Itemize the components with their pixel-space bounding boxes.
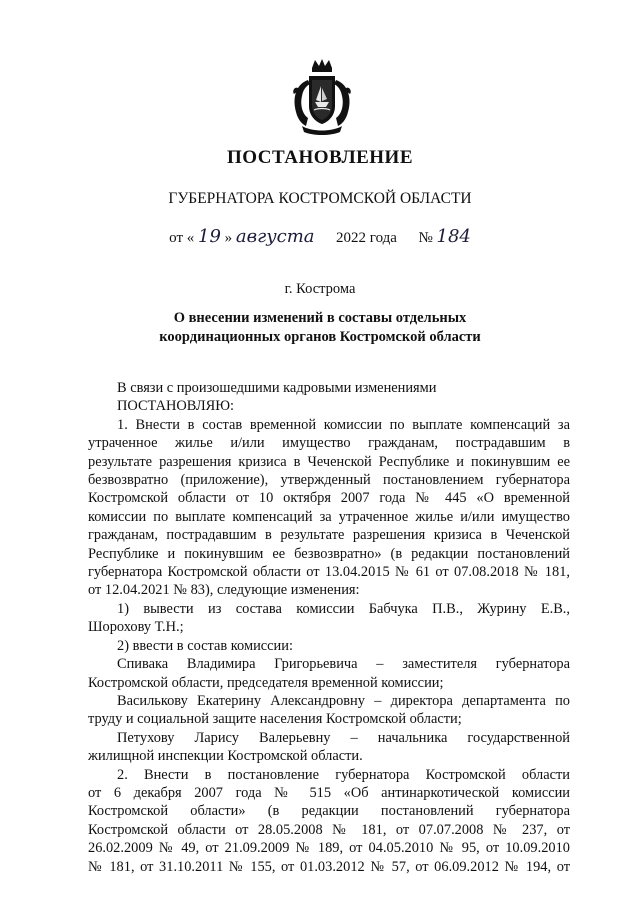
date-prefix: от « bbox=[169, 230, 195, 246]
paragraph-1-line: утраченное жилье и/или имущество гражданам, пострадавшим в bbox=[88, 435, 570, 452]
subitem-1-line: 1) вывести из состава комиссии Бабчука П.В., Журину Е.В., bbox=[117, 600, 570, 617]
date-mid: » bbox=[224, 230, 233, 246]
paragraph-1-line: от 12.04.2021 № 83), следующие изменения: bbox=[88, 582, 360, 599]
paragraph-2-line: Костромской области от 28.05.2008 № 181, от 07.07.2008 № 237, от bbox=[88, 821, 570, 838]
member-1-line: Костромской области, председателя временной комиссии; bbox=[88, 674, 444, 691]
date-year: 2022 года bbox=[336, 230, 397, 246]
handwritten-month: августа bbox=[235, 226, 315, 247]
paragraph-2-line: № 181, от 31.10.2011 № 155, от 01.03.2012 № 57, от 06.09.2012 № 194, от bbox=[88, 858, 570, 875]
date-line bbox=[0, 226, 640, 247]
intro-line: В связи с произошедшими кадровыми изменениями bbox=[117, 380, 437, 396]
member-2-line: труду и социальной защите населения Костромской области; bbox=[88, 711, 462, 728]
paragraph-1-line: комиссии по выплате компенсаций за утраченное жилье и/или имущество bbox=[88, 508, 570, 525]
paragraph-1-line: 1. Внести в состав временной комиссии по выплате компенсаций за bbox=[117, 416, 570, 433]
paragraph-1-line: Костромской области от 10 октября 2007 года № 445 «О временной bbox=[88, 490, 570, 507]
kostroma-coat-of-arms-icon bbox=[288, 58, 356, 138]
paragraph-2-line: от 6 декабря 2007 года № 515 «Об антинаркотической комиссии bbox=[88, 784, 570, 801]
paragraph-1-line: безвозвратно (приложение), утвержденный постановлением губернатора bbox=[88, 472, 570, 489]
member-3-line: жилищной инспекции Костромской области. bbox=[88, 748, 363, 765]
paragraph-1-line: губернатора Костромской области от 13.04.2015 № 61 от 07.08.2018 № 181, bbox=[88, 564, 570, 581]
subitem-1-line: Шорохову Т.Н.; bbox=[88, 619, 184, 636]
number-sign: № bbox=[418, 230, 433, 246]
paragraph-1-line: гражданам, пострадавшим в результате разрешения кризиса в Чеченской bbox=[88, 527, 570, 544]
decree-heading bbox=[0, 309, 640, 347]
decree-word: ПОСТАНОВЛЯЮ: bbox=[117, 398, 235, 415]
document-body bbox=[88, 379, 570, 876]
member-3-line: Петухову Ларису Валерьевну – начальника государственной bbox=[117, 729, 570, 746]
paragraph-2-line: 2. Внести в постановление губернатора Костромской области bbox=[117, 766, 570, 783]
paragraph-1-line: Республике и покинувшим ее безвозвратно» (в редакции постановлений bbox=[88, 545, 570, 562]
heading-line: О внесении изменений в составы отдельных bbox=[173, 310, 467, 326]
subitem-2: 2) ввести в состав комиссии: bbox=[117, 637, 293, 654]
paragraph-2-line: Костромской области» (в редакции постановлений губернатора bbox=[88, 803, 570, 820]
paragraph-2-line: 26.02.2009 № 49, от 21.09.2009 № 189, от 04.05.2010 № 95, от 10.09.2010 bbox=[88, 840, 570, 857]
handwritten-day: 19 bbox=[198, 226, 221, 247]
member-2-line: Василькову Екатерину Александровну – директора департамента по bbox=[117, 692, 570, 709]
city-line: г. Кострома bbox=[284, 281, 356, 297]
member-1-line: Спивака Владимира Григорьевича – заместителя губернатора bbox=[117, 656, 570, 673]
document-subtitle: ГУБЕРНАТОРА КОСТРОМСКОЙ ОБЛАСТИ bbox=[168, 190, 472, 207]
heading-line: координационных органов Костромской области bbox=[159, 329, 481, 345]
paragraph-1-line: результате разрешения кризиса в Чеченской Республике и покинувшим ее bbox=[88, 453, 570, 470]
handwritten-number: 184 bbox=[436, 226, 471, 247]
document-title: ПОСТАНОВЛЕНИЕ bbox=[226, 147, 414, 168]
